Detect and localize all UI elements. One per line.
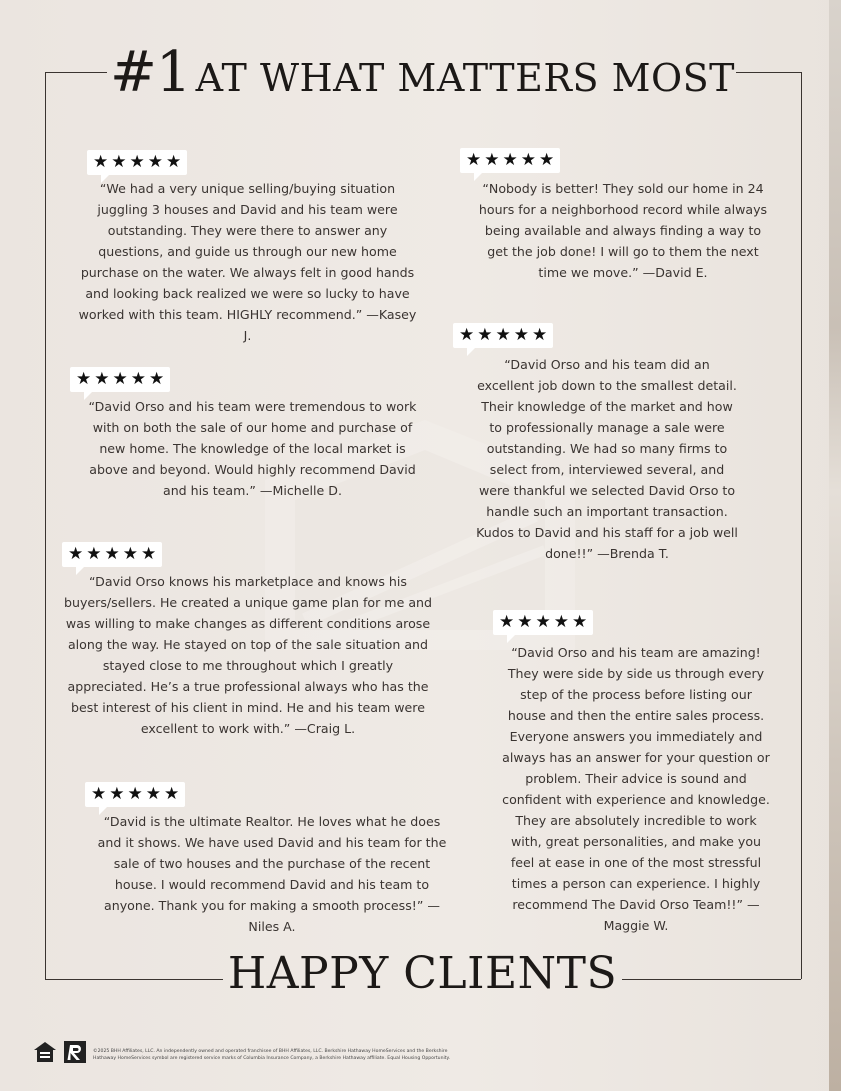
review-text: “David is the ultimate Realtor. He loves what he does and it shows. We have used David and his team for the sale of two houses and the purchase of the recent house. I would recommend David and his team to anyone. Thank you for making a smooth process!” —Niles A. — [97, 814, 447, 934]
frame-bottom-right-rule — [622, 979, 801, 980]
star-icon: ★ — [149, 369, 165, 389]
star-icon: ★ — [495, 325, 511, 345]
rating-badge — [493, 610, 593, 635]
star-icon: ★ — [109, 784, 125, 804]
review-text: “David Orso knows his marketplace and knows his buyers/sellers. He created a unique game plan for me and was willing to make changes as different conditions arose along the way. He stayed on top of the sale situation and stayed close to me throughout which I greatly appreciated. He’s a true professional always who has the best interest of his client in mind. He and his team were excellent to work with.” —Craig L. — [63, 574, 433, 736]
frame-bottom-left-rule — [45, 979, 223, 980]
review-text: “Nobody is better! They sold our home in 24 hours for a neighborhood record while always being available and always finding a way to get the job done! I will go to them the next time we move.” —David E. — [478, 181, 768, 280]
rating-badge — [85, 782, 185, 807]
rating-badge — [70, 367, 170, 392]
star-icon: ★ — [499, 612, 515, 632]
star-icon: ★ — [91, 784, 107, 804]
review-text: “We had a very unique selling/buying situation juggling 3 houses and David and his team were outstanding. They were there to answer any questions, and guide us through our new home purchase on the water. We always felt in good hands and looking back realized we were so lucky to have worked with this team. HIGHLY recommend.” —Kasey J. — [78, 181, 417, 343]
star-icon: ★ — [145, 784, 161, 804]
star-icon: ★ — [104, 544, 120, 564]
star-icon: ★ — [112, 369, 128, 389]
star-icon: ★ — [502, 150, 518, 170]
star-icon: ★ — [532, 325, 548, 345]
equal-housing-logo-icon — [33, 1040, 57, 1064]
star-icon: ★ — [141, 544, 157, 564]
review-text: “David Orso and his team were tremendous to work with on both the sale of our home and purchase of new home. The knowledge of the local market is above and beyond. Would highly recommend David and his team.” —Michelle D. — [88, 399, 417, 498]
legal-footer — [33, 1040, 533, 1068]
star-icon: ★ — [164, 784, 180, 804]
star-icon: ★ — [477, 325, 493, 345]
star-icon: ★ — [93, 152, 109, 172]
headline-text: AT WHAT MATTERS MOST — [195, 56, 736, 100]
rating-badge — [453, 323, 553, 348]
star-icon: ★ — [459, 325, 475, 345]
star-icon: ★ — [166, 152, 182, 172]
star-icon: ★ — [94, 369, 110, 389]
star-icon: ★ — [539, 150, 555, 170]
review-text: “David Orso and his team are amazing! They were side by side us through every step of the process before listing our house and then the entire sales process. Everyone answers you immediately and always has an answer for your question or problem. Their advice is sound and confident with experience and knowledge. They are absolutely incredible to work with, great personalities, and make you feel at ease in one of the most stressful times a person can experience. I highly recommend The David Orso Team!!” —Maggie W. — [502, 645, 770, 933]
star-icon: ★ — [535, 612, 551, 632]
frame-top-right-rule — [736, 72, 801, 73]
frame-top-left-rule — [45, 72, 107, 73]
photo-edge-strip — [829, 0, 841, 1091]
star-icon: ★ — [76, 369, 92, 389]
star-icon: ★ — [127, 784, 143, 804]
star-icon: ★ — [572, 612, 588, 632]
star-icon: ★ — [86, 544, 102, 564]
page-title — [110, 40, 736, 110]
star-icon: ★ — [130, 369, 146, 389]
footer-title: HAPPY CLIENTS — [227, 948, 618, 999]
star-icon: ★ — [517, 612, 533, 632]
rating-badge — [87, 150, 187, 175]
star-icon: ★ — [68, 544, 84, 564]
star-icon: ★ — [122, 544, 138, 564]
star-icon: ★ — [553, 612, 569, 632]
star-icon: ★ — [129, 152, 145, 172]
star-icon: ★ — [147, 152, 163, 172]
star-icon: ★ — [520, 150, 536, 170]
legal-disclaimer: ©2025 BHH Affiliates, LLC. An independently owned and operated franchisee of BHH Affiliates, LLC. Berkshire Hathaway HomeServices and the Berkshire Hathaway HomeServices symbol are registered service marks of Columbia Insurance Company, a Berkshire Hathaway affiliate. Equal Housing Opportunity. — [93, 1049, 451, 1061]
rating-badge — [460, 148, 560, 173]
headline-number: #1 — [110, 40, 191, 105]
review-text: “David Orso and his team did an excellent job down to the smallest detail. Their knowledge of the market and how to professionally manage a sale were outstanding. We had so many firms to select from, interviewed several, and were thankful we selected David Orso to handle such an important transaction. Kudos to David and his staff for a job well done!!” —Brenda T. — [476, 357, 738, 561]
star-icon: ★ — [111, 152, 127, 172]
realtor-logo-icon — [63, 1040, 87, 1064]
star-icon: ★ — [484, 150, 500, 170]
star-icon: ★ — [466, 150, 482, 170]
rating-badge — [62, 542, 162, 567]
star-icon: ★ — [513, 325, 529, 345]
